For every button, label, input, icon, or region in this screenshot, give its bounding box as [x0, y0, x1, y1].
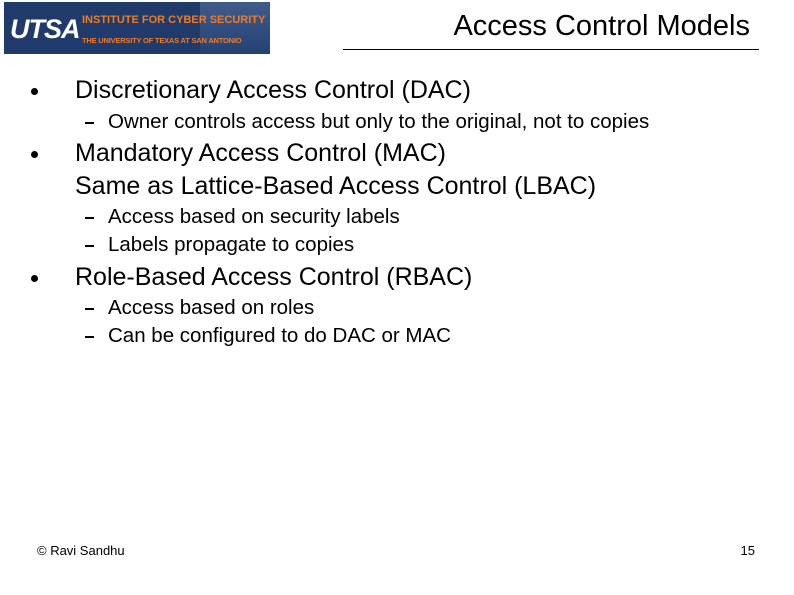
dash-icon	[85, 217, 94, 219]
sub-bullet	[108, 108, 649, 136]
dash-icon	[85, 336, 94, 338]
logo-institute-text: INSTITUTE FOR CYBER SECURITY	[82, 14, 266, 26]
sub-bullet-text: Can be configured to do DAC or MAC	[108, 324, 451, 347]
bullet-text-line2: Same as Lattice-Based Access Control (LBAC)	[75, 172, 597, 200]
page-number: 15	[740, 543, 755, 558]
dash-icon	[85, 245, 94, 247]
bullet-text: Discretionary Access Control (DAC)	[75, 76, 471, 104]
title-divider	[343, 49, 759, 50]
bullet-dac	[75, 74, 471, 107]
dash-icon	[85, 122, 94, 124]
bullet-mac	[75, 137, 446, 170]
sub-bullet-text: Labels propagate to copies	[108, 233, 355, 256]
slide-title: Access Control Models	[453, 10, 750, 42]
sub-bullet	[108, 231, 354, 259]
logo-university-text: THE UNIVERSITY OF TEXAS AT SAN ANTONIO	[82, 36, 242, 45]
bullet-dot-icon	[31, 275, 38, 282]
bullet-rbac	[75, 261, 472, 294]
bullet-mac-line2	[75, 170, 596, 203]
sub-bullet-text: Owner controls access but only to the original, not to copies	[108, 110, 650, 133]
logo-building-image	[200, 2, 270, 54]
sub-bullet	[108, 294, 314, 322]
sub-bullet	[108, 322, 451, 350]
sub-bullet-text: Access based on roles	[108, 296, 315, 319]
sub-bullet-text: Access based on security labels	[108, 205, 400, 228]
logo-utsa-text: UTSA	[10, 14, 80, 44]
footer-copyright: © Ravi Sandhu	[37, 543, 125, 558]
bullet-text: Mandatory Access Control (MAC)	[75, 139, 446, 167]
bullet-text: Role-Based Access Control (RBAC)	[75, 263, 473, 291]
utsa-logo	[4, 2, 270, 54]
bullet-dot-icon	[31, 151, 38, 158]
sub-bullet	[108, 203, 400, 231]
bullet-dot-icon	[31, 88, 38, 95]
dash-icon	[85, 308, 94, 310]
